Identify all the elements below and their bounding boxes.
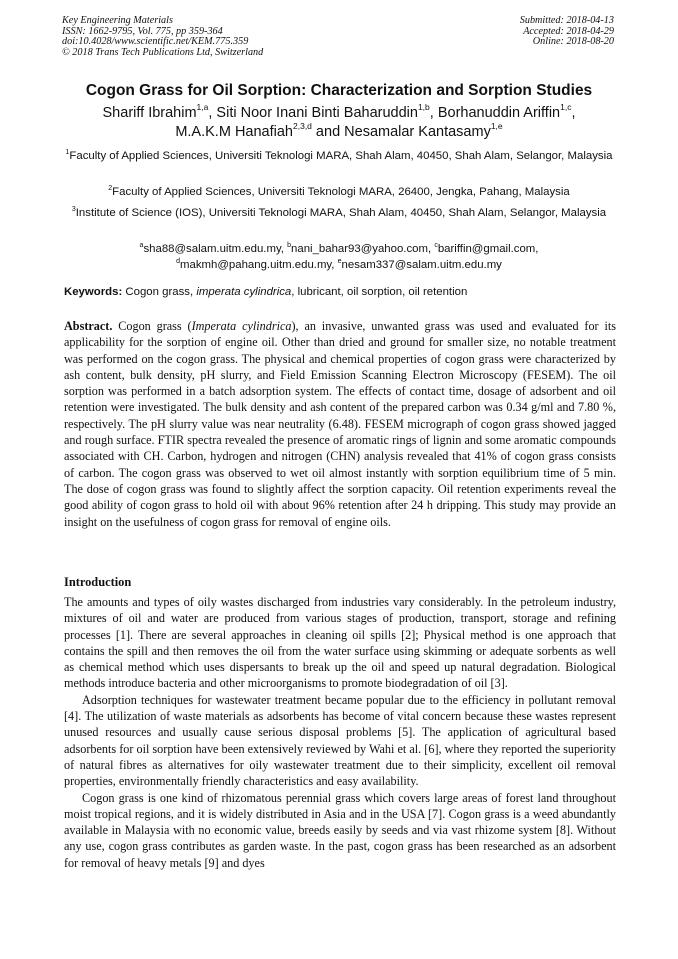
author-list: Shariff Ibrahim$^{1,a}$, Siti Noor Inani Binti Baharuddin$^{1,b}$, Borhanuddin Ariffin$^{1,c}$, M.A.K.M Hanafiah$^{2,3,d}$ and Nesamalar Kantasamy$^{1,e}$ (102, 102, 576, 140)
author-name: , Siti Noor Inani Binti Baharuddin (208, 105, 418, 121)
keyword-text: Cogon grass, (122, 286, 197, 298)
intro-paragraph-1: The amounts and types of oily wastes discharged from industries vary considerably. In the petroleum industry, mixtures of oil and water are produced from various stages of production, transport, storage and refining processes [1]. There are several approaches in cleaning oil spills [2]; Physical method is one approach that contains the spill and then removes the oil from the water surface using skimming or adequate sorbents as well as chemical method which uses dispersants to break up the oil and speed up natural degradation. Biological methods introduce bacteria and other microorganisms to promote biodegradation of oil [3]. (64, 595, 616, 691)
introduction-body (64, 594, 616, 871)
keywords (64, 286, 616, 298)
online-date: Online: 2018-08-20 (532, 36, 614, 48)
affiliation-mark: 2 (108, 185, 113, 192)
affiliation-1 (62, 149, 616, 165)
author-affiliation-mark: 1,e (490, 121, 503, 131)
copyright: © 2018 Trans Tech Publications Ltd, Switzerland (62, 46, 264, 58)
affiliation-mark: 3 (71, 206, 76, 213)
author-name: , Borhanuddin Ariffin (429, 105, 561, 121)
affiliation-2 (62, 185, 616, 201)
author-name: and Nesamalar Kantasamy (311, 124, 491, 140)
paper-title: Cogon Grass for Oil Sorption: Characterization and Sorption Studies (85, 82, 593, 99)
email-link[interactable]: nani_bahar93@yahoo.com, (291, 243, 435, 255)
email-link[interactable]: bariffin@gmail.com, (437, 243, 539, 255)
email-mark: a (139, 242, 144, 249)
dates-info (520, 16, 614, 48)
affiliation-text: Faculty of Applied Sciences, Universiti Teknologi MARA, 26400, Jengka, Pahang, Malaysia (112, 186, 570, 198)
journal-name: Key Engineering Materials (62, 15, 173, 26)
affiliation-text: Institute of Science (IOS), Universiti Teknologi MARA, Shah Alam, 40450, Shah Alam, Selangor, Malaysia (75, 207, 607, 219)
intro-paragraph-2: Adsorption techniques for wastewater treatment became popular due to the efficiency in pollutant removal [4]. The utilization of waste materials as adsorbents has become of vital concern because these wastes represent unused resources and usually cause serious disposal problems [5]. The application of agricultural based adsorbents for oil sorption have been extensively reviewed by Wahi et al. [6], where they reported the superiority of natural fibres as alternatives for oily wastewater treatment due to their simplicity, excellent oil removal properties, environmentally friendly characteristics and easy availability. (64, 692, 616, 789)
abstract-text: ), an invasive, unwanted grass was used and evaluated for its applicability for the sorption of engine oil. Other than dried and ground for smaller size, no notable treatment was performed on the cogon grass. The physical and chemical properties of cogon grass were characterized by ash content, bulk density, pH slurry, and Field Emission Scanning Electron Microscopy (FESEM). The oil sorption was performed in a batch adsorption system. The effects of contact time, dosage of adsorbent and oil retention were investigated. The bulk density and ash content of the prepared carbon was 0.34 g/ml and 7.80 %, respectively. The pH slurry value was near neutrality (6.48). FESEM micrograph of cogon grass showed jagged and rough surface. FTIR spectra revealed the presence of aromatic rings of lignin and some aromatic compounds associated with CH. Carbon, hydrogen and nitrogen (CHN) analysis revealed that 41% of cogon grass consists of carbon. The cogon grass was observed to wet oil almost instantly with sorption equilibrium time of 5 min. The dose of cogon grass was found to slightly affect the sorption capacity. Oil retention experiments reveal the good ability of cogon grass to hold oil with about 96% retention after 24 h dripping. This study may provide an insight on the usefulness of cogon grass for removal of engine oils. (64, 319, 616, 529)
journal-info (62, 16, 263, 58)
author-affiliation-mark: 1,c (560, 102, 572, 112)
keyword-text: imperata cylindrica (196, 286, 292, 298)
author-emails (62, 242, 616, 273)
abstract-text: Imperata cylindrica (191, 319, 292, 333)
affiliation-3 (62, 206, 616, 222)
keywords-label: Keywords: (64, 286, 123, 298)
affiliation-mark: 1 (65, 149, 70, 156)
abstract-text: Cogon grass ( (112, 319, 192, 333)
author-name: Shariff Ibrahim (102, 105, 197, 121)
issn: ISSN: 1662-9795, Vol. 775, pp 359-364 (62, 25, 223, 37)
abstract-paragraph (64, 318, 616, 530)
affiliation-text: Faculty of Applied Sciences, Universiti Teknologi MARA, Shah Alam, 40450, Shah Alam, Selangor, Malaysia (69, 150, 613, 162)
author-affiliation-mark: 1,a (196, 102, 209, 112)
accepted-date: Accepted: 2018-04-29 (523, 25, 614, 37)
email-link[interactable]: nesam337@salam.uitm.edu.my (341, 258, 502, 271)
doi[interactable]: doi:10.4028/www.scientific.net/KEM.775.359 (62, 36, 249, 48)
submitted-date: Submitted: 2018-04-13 (519, 15, 614, 26)
abstract (64, 318, 616, 530)
email-mark: e (337, 257, 342, 265)
author-affiliation-mark: 1,b (417, 102, 430, 112)
intro-paragraph-3: Cogon grass is one kind of rhizomatous perennial grass which covers large areas of forest land throughout moist tropical regions, and it is widely distributed in Asia and in the USA [7]. Cogon grass is a weed abundantly available in Malaysia with no economic value, breeds easily by seeds and via vast rhizome system [8]. Without any use, cogon grass contributes as garden waste. In the past, cogon grass has been researched as an adsorbent for removal of heavy metals [9] and dyes (64, 790, 616, 870)
email-link[interactable]: sha88@salam.uitm.edu.my, (143, 243, 288, 255)
section-heading-introduction: Introduction (64, 575, 132, 589)
email-mark: c (434, 242, 438, 249)
abstract-label: Abstract. (64, 319, 113, 333)
keyword-text: , lubricant, oil sorption, oil retention (291, 286, 468, 298)
email-link[interactable]: makmh@pahang.uitm.edu.my, (180, 258, 338, 271)
email-mark: b (287, 242, 292, 249)
author-name: M.A.K.M Hanafiah (175, 124, 293, 140)
email-mark: d (176, 257, 181, 265)
author-affiliation-mark: 2,3,d (293, 121, 312, 131)
